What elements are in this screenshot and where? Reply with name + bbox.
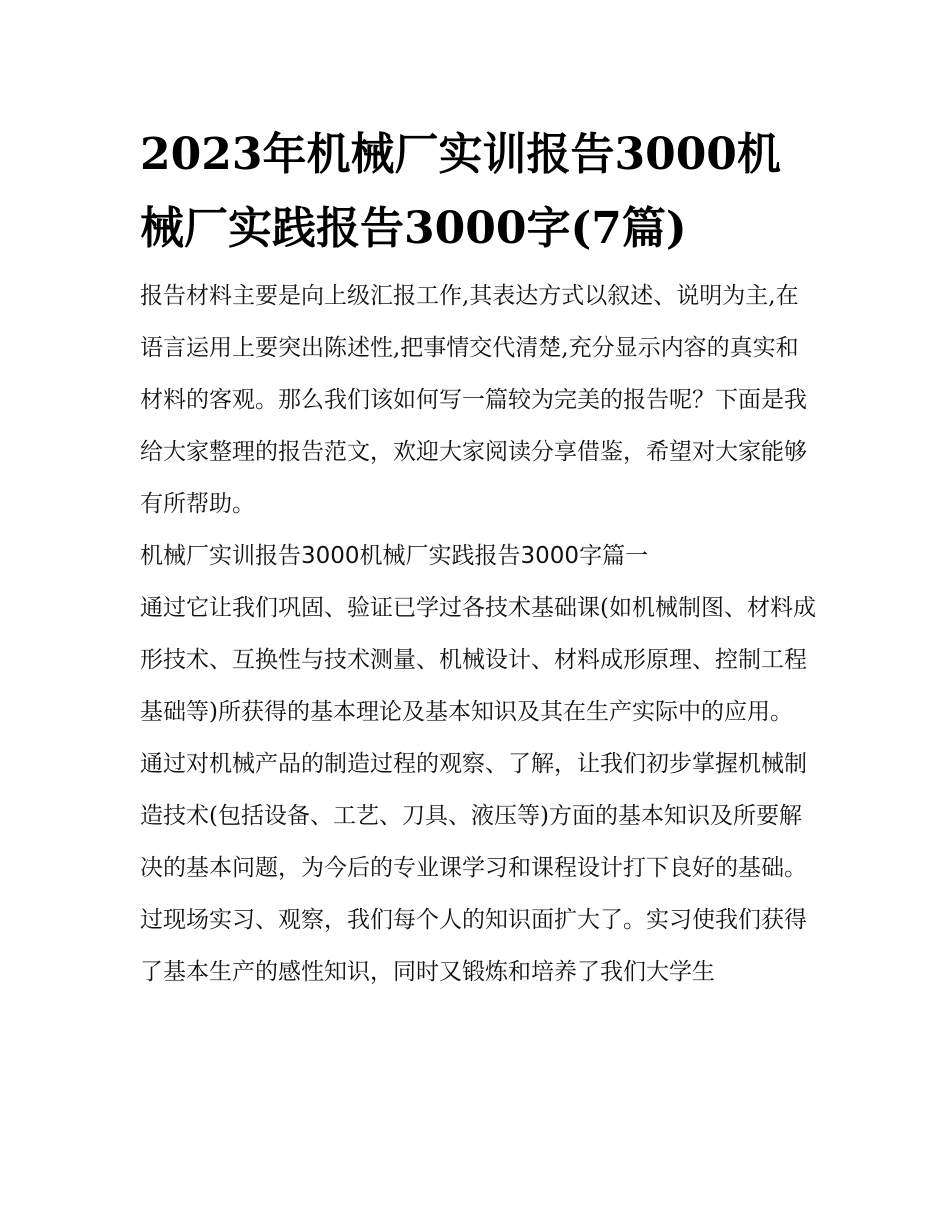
body-paragraph: 通过对机械产品的制造过程的观察、了解，让我们初步掌握机械制造技术(包括设备、工艺、刀具、液压等)方面的基本知识及所要解决的基本问题，为今后的专业课学习和课程设计打下良好的基础。: [140, 751, 807, 881]
document-content: [140, 118, 820, 998]
document-title: 2023年机械厂实训报告3000机械厂实践报告3000字(7篇): [140, 129, 781, 254]
intro-paragraph: 报告材料主要是向上级汇报工作,其表达方式以叙述、说明为主,在语言运用上要突出陈述性,把事情交代清楚,充分显示内容的真实和材料的客观。那么我们该如何写一篇较为完美的报告呢？下面是我给大家整理的报告范文，欢迎大家阅读分享借鉴，希望对大家能够有所帮助。: [140, 283, 807, 517]
body-paragraph: 通过它让我们巩固、验证已学过各技术基础课(如机械制图、材料成形技术、互换性与技术测量、机械设计、材料成形原理、控制工程基础等)所获得的基本理论及基本知识及其在生产实际中的应用。: [140, 595, 816, 725]
body-paragraph: 过现场实习、观察，我们每个人的知识面扩大了。实习使我们获得了基本生产的感性知识，同时又锻炼和培养了我们大学生: [140, 907, 807, 985]
section-heading: 机械厂实训报告3000机械厂实践报告3000字篇一: [140, 543, 649, 569]
